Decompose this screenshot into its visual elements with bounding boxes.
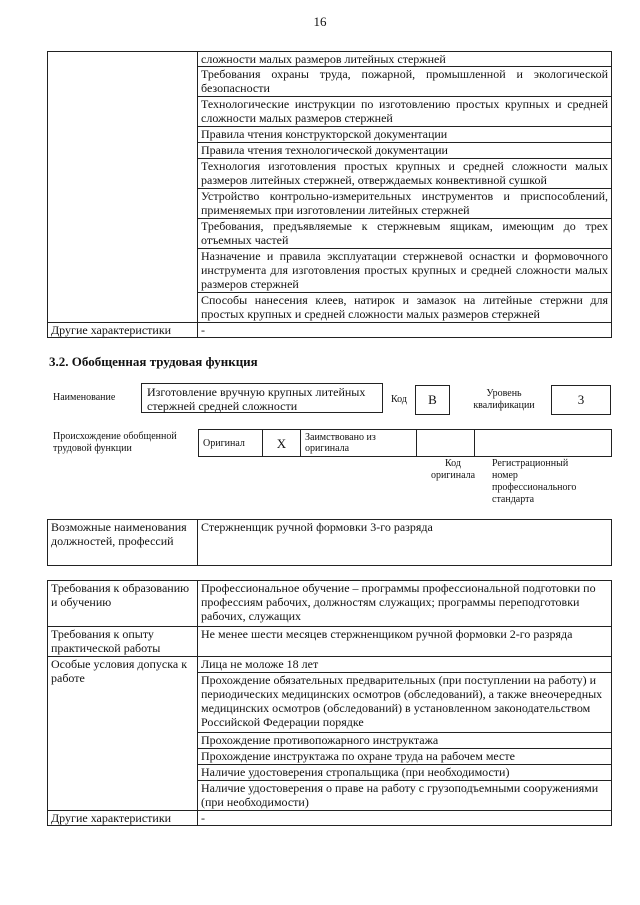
- section-heading: 3.2. Обобщенная трудовая функция: [49, 354, 258, 369]
- knowledge-row: Требования, предъявляемые к стержневым ящикам, имеющим до трех отъемных частей: [198, 219, 612, 249]
- level-label: Уровень квалификации: [473, 388, 535, 411]
- code-original-cell: [417, 430, 475, 457]
- name-label: Наименование: [53, 392, 116, 403]
- positions-value: Стержненщик ручной формовки 3-го разряда: [198, 520, 612, 566]
- level-box: [551, 385, 611, 415]
- other-characteristics-value: -: [198, 811, 612, 826]
- condition-item: Прохождение противопожарного инструктажа: [198, 733, 612, 749]
- education-value: Профессиональное обучение – программы профессиональной подготовки по профессиям рабочих, должностям служащих; программы переподготовки рабочих, служащих: [198, 581, 612, 627]
- condition-item: Лица не моложе 18 лет: [198, 657, 612, 673]
- reg-number-label: Регистрационный номер профессионального стандарта: [492, 458, 577, 505]
- level-value: 3: [577, 392, 585, 407]
- knowledge-row: Технология изготовления простых крупных и средней сложности малых размеров литейных стержней, отверждаемых конвективной сушкой: [198, 159, 612, 189]
- code-value: B: [428, 392, 437, 407]
- borrowed-label: Заимствовано из оригинала: [301, 430, 417, 457]
- code-original-label: Код оригинала: [430, 458, 476, 481]
- name-value: Изготовление вручную крупных литейных стержней средней сложности: [147, 385, 366, 413]
- knowledge-row: сложности малых размеров литейных стержней: [198, 52, 612, 67]
- condition-item: Прохождение инструктажа по охране труда на рабочем месте: [198, 749, 612, 765]
- condition-item: Наличие удостоверения стропальщика (при необходимости): [198, 765, 612, 781]
- knowledge-row: Устройство контрольно-измерительных инструментов и приспособлений, применяемых при изготовлении литейных стержней: [198, 189, 612, 219]
- education-label: Требования к образованию и обучению: [48, 581, 198, 627]
- origin-label: Происхождение обобщенной трудовой функции: [53, 431, 177, 454]
- code-label: Код: [391, 394, 407, 405]
- knowledge-row: Правила чтения конструкторской документации: [198, 127, 612, 143]
- reg-number-cell: [475, 430, 612, 457]
- condition-item: Наличие удостоверения о праве на работу с грузоподъемными сооружениями (при необходимости): [198, 781, 612, 811]
- positions-table: [47, 519, 612, 566]
- knowledge-row: Способы нанесения клеев, натирок и замазок на литейные стержни для простых крупных и средней сложности малых размеров стержней: [198, 293, 612, 323]
- condition-item: Прохождение обязательных предварительных (при поступлении на работу) и периодических медицинских осмотров (обследований), а также внеочередных медицинских осмотров (обследований) в установленном законодательством Российской Федерации порядке: [198, 673, 612, 733]
- original-mark: X: [263, 430, 301, 457]
- other-characteristics-label: Другие характеристики: [48, 811, 198, 826]
- conditions-label: Особые условия допуска к работе: [48, 657, 198, 811]
- requirements-table: [47, 580, 612, 826]
- knowledge-row: Назначение и правила эксплуатации стержневой оснастки и формовочного инструмента для изготовления простых крупных и средней сложности малых размеров стержней: [198, 249, 612, 293]
- original-label: Оригинал: [199, 430, 263, 457]
- knowledge-row: Правила чтения технологической документации: [198, 143, 612, 159]
- knowledge-row: Технологические инструкции по изготовлению простых крупных и средней сложности малых размеров стержней: [198, 97, 612, 127]
- knowledge-label-cell: [48, 52, 198, 323]
- code-box: [415, 385, 450, 415]
- origin-table: [198, 429, 612, 457]
- other-characteristics-label: Другие характеристики: [48, 323, 198, 338]
- knowledge-table: [47, 51, 612, 338]
- knowledge-row: Требования охраны труда, пожарной, промышленной и экологической безопасности: [198, 67, 612, 97]
- page-number: 16: [313, 14, 327, 29]
- experience-value: Не менее шести месяцев стержненщиком ручной формовки 2-го разряда: [198, 627, 612, 657]
- name-box: [141, 383, 383, 413]
- positions-label: Возможные наименования должностей, профессий: [48, 520, 198, 566]
- other-characteristics-value: -: [198, 323, 612, 338]
- experience-label: Требования к опыту практической работы: [48, 627, 198, 657]
